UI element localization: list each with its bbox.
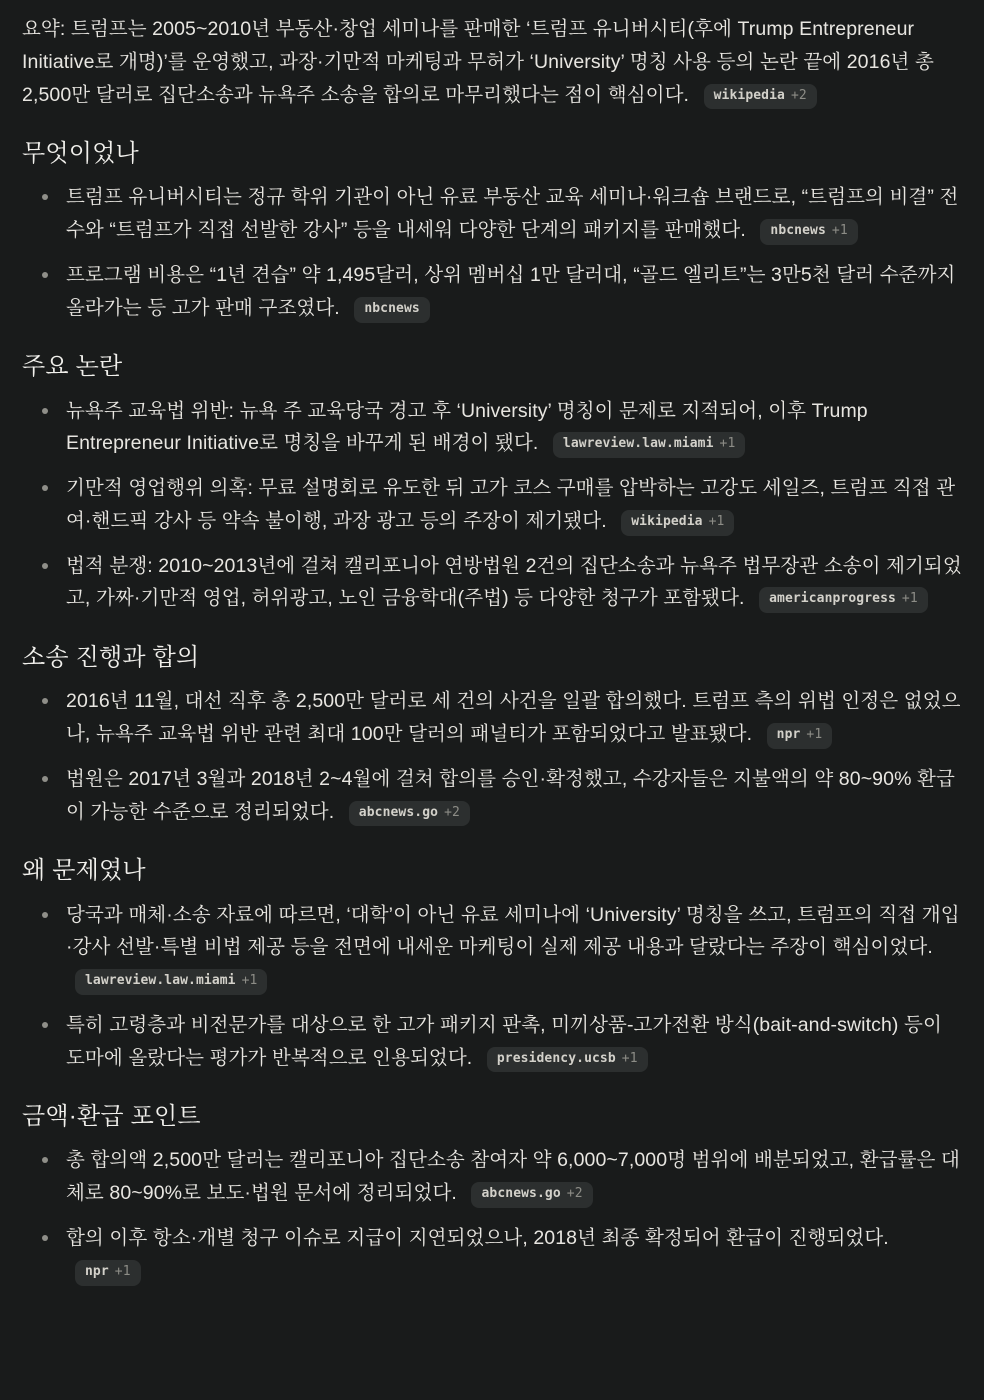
citation-source: npr — [776, 727, 801, 743]
bullet-dot-icon — [42, 194, 48, 200]
bullet-dot-icon — [42, 1157, 48, 1163]
answer-section — [22, 351, 962, 615]
citation-count: +1 — [621, 1050, 638, 1066]
bullet-list — [22, 685, 962, 828]
bullet-text: 당국과 매체·소송 자료에 따르면, ‘대학’이 아닌 유료 세미나에 ‘University’ 명칭을 쓰고, 트럼프의 직접 개입·강사 선발·특별 비법 제공 등을 전면에 내세운 마케팅이 실제 제공 내용과 달랐다는 주장이 핵심이었다. — [66, 903, 960, 959]
citation-badge[interactable] — [759, 587, 928, 613]
bullet-dot-icon — [42, 698, 48, 704]
bullet-list — [22, 395, 962, 616]
sections-container — [22, 138, 962, 1287]
citation-source: presidency.ucsb — [496, 1050, 616, 1066]
citation-badge[interactable] — [75, 1260, 141, 1286]
bullet-item — [66, 259, 962, 325]
citation-count: +1 — [806, 727, 823, 743]
bullet-text: 2016년 11월, 대선 직후 총 2,500만 달러로 세 건의 사건을 일괄 합의했다. 트럼프 측의 위법 인정은 없었으나, 뉴욕주 교육법 위반 관련 최대 100만 달러의 패널티가 포함되었다고 발표됐다. — [66, 690, 961, 746]
citation-count: +1 — [708, 513, 725, 529]
citation-source: americanprogress — [769, 591, 896, 607]
citation-badge[interactable] — [621, 510, 734, 536]
citation-badge[interactable] — [354, 297, 430, 323]
bullet-dot-icon — [42, 776, 48, 782]
section-heading: 무엇이었나 — [22, 140, 139, 168]
citation-count: +1 — [831, 223, 848, 239]
citation-source: wikipedia — [631, 513, 703, 529]
bullet-item — [66, 550, 962, 616]
citation-source: lawreview.law.miami — [85, 973, 236, 988]
bullet-item — [66, 899, 962, 997]
bullet-item — [66, 395, 962, 461]
bullet-text: 기만적 영업행위 의혹: 무료 설명회로 유도한 뒤 고가 코스 구매를 압박하는 고강도 세일즈, 트럼프 직접 관여·핸드픽 강사 등 약속 불이행, 과장 광고 등의 주장이 제기됐다. — [66, 477, 956, 532]
bullet-list — [22, 181, 962, 324]
citation-badge[interactable] — [75, 969, 267, 995]
citation-count: +1 — [241, 973, 258, 988]
bullet-text: 총 합의액 2,500만 달러는 캘리포니아 집단소송 참여자 약 6,000~7,000명 범위에 배분되었고, 환급률은 대체로 80~90%로 보도·법원 문서에 정리되었다. — [66, 1149, 960, 1205]
bullet-text: 법원은 2017년 3월과 2018년 2~4월에 걸쳐 합의를 승인·확정했고, 수강자들은 지불액의 약 80~90% 환급이 가능한 수준으로 정리되었다. — [66, 767, 955, 823]
citation-count: +2 — [790, 87, 807, 103]
bullet-text: 특히 고령층과 비전문가를 대상으로 한 고가 패키지 판촉, 미끼상품-고가전환 방식(bait-and-switch) 등이 도마에 올랐다는 평가가 반복적으로 인용되었다. — [66, 1013, 942, 1069]
citation-badge[interactable] — [553, 432, 745, 458]
bullet-text: 프로그램 비용은 “1년 견습” 약 1,495달러, 상위 멤버십 1만 달러대, “골드 엘리트”는 3만5천 달러 수준까지 올라가는 등 고가 판매 구조였다. — [66, 263, 956, 319]
bullet-dot-icon — [42, 408, 48, 414]
answer-section — [22, 138, 962, 324]
bullet-list — [22, 1144, 962, 1287]
bullet-item — [66, 763, 962, 829]
citation-count: +1 — [719, 436, 736, 452]
bullet-dot-icon — [42, 1235, 48, 1241]
citation-badge[interactable] — [760, 219, 857, 245]
citation-source: lawreview.law.miami — [562, 436, 714, 452]
citation-badge[interactable] — [349, 801, 470, 827]
citation-source: nbcnews — [770, 223, 826, 239]
section-heading: 왜 문제였나 — [22, 857, 146, 885]
citation-count: +2 — [566, 1186, 583, 1202]
summary-paragraph — [22, 13, 962, 111]
citation-count: +1 — [114, 1263, 131, 1279]
citation-source: nbcnews — [364, 300, 420, 316]
section-heading: 금액·환급 포인트 — [22, 1103, 201, 1131]
bullet-dot-icon — [42, 563, 48, 569]
bullet-item — [66, 1144, 962, 1210]
citation-badge[interactable] — [704, 84, 817, 110]
citation-badge[interactable] — [487, 1047, 648, 1073]
citation-count: +2 — [444, 804, 460, 820]
answer-section — [22, 642, 962, 828]
citation-source: abcnews.go — [481, 1186, 561, 1202]
citation-badge[interactable] — [767, 723, 833, 749]
bullet-text: 합의 이후 항소·개별 청구 이슈로 지급이 지연되었으나, 2018년 최종 확정되어 환급이 진행되었다. — [66, 1226, 889, 1249]
bullet-text: 뉴욕주 교육법 위반: 뉴욕 주 교육당국 경고 후 ‘University’ 명칭이 문제로 지적되어, 이후 Trump Entrepreneur Initiative로 명칭을 바꾸게 된 배경이 됐다. — [66, 399, 868, 455]
bullet-list — [22, 899, 962, 1075]
bullet-text: 트럼프 유니버시티는 정규 학위 기관이 아닌 유료 부동산 교육 세미나·워크숍 브랜드로, “트럼프의 비결” 전수와 “트럼프가 직접 선발한 강사” 등을 내세워 다양한 단계의 패키지를 판매했다. — [66, 186, 959, 242]
section-heading: 주요 논란 — [22, 353, 123, 381]
citation-source: abcnews.go — [358, 804, 439, 820]
citation-badge[interactable] — [471, 1182, 592, 1208]
answer-section — [22, 1101, 962, 1287]
bullet-item — [66, 685, 962, 751]
bullet-text: 법적 분쟁: 2010~2013년에 걸쳐 캘리포니아 연방법원 2건의 집단소송과 뉴욕주 법무장관 소송이 제기되었고, 가짜·기만적 영업, 허위광고, 노인 금융학대(주법) 등 다양한 청구가 포함됐다. — [66, 554, 962, 610]
bullet-dot-icon — [42, 485, 48, 491]
citation-count: +1 — [901, 591, 918, 607]
bullet-item — [66, 181, 962, 247]
bullet-dot-icon — [42, 912, 48, 918]
bullet-item — [66, 1009, 962, 1075]
bullet-dot-icon — [42, 272, 48, 278]
citation-source: wikipedia — [713, 87, 785, 103]
answer-section — [22, 855, 962, 1074]
citation-source: npr — [85, 1263, 109, 1279]
bullet-dot-icon — [42, 1022, 48, 1028]
bullet-item — [66, 1222, 962, 1288]
section-heading: 소송 진행과 합의 — [22, 644, 200, 672]
bullet-item — [66, 472, 962, 538]
summary-text: 요약: 트럼프는 2005~2010년 부동산·창업 세미나를 판매한 ‘트럼프 유니버시티(후에 Trump Entrepreneur Initiative로 개명)’를 운영했고, 과장·기만적 마케팅과 무허가 ‘University’ 명칭 사용 등의 논란 끝에 2016년 총 2,500만 달러로 집단소송과 뉴욕주 소송을 합의로 마무리했다는 점이 핵심이다. — [22, 18, 934, 106]
